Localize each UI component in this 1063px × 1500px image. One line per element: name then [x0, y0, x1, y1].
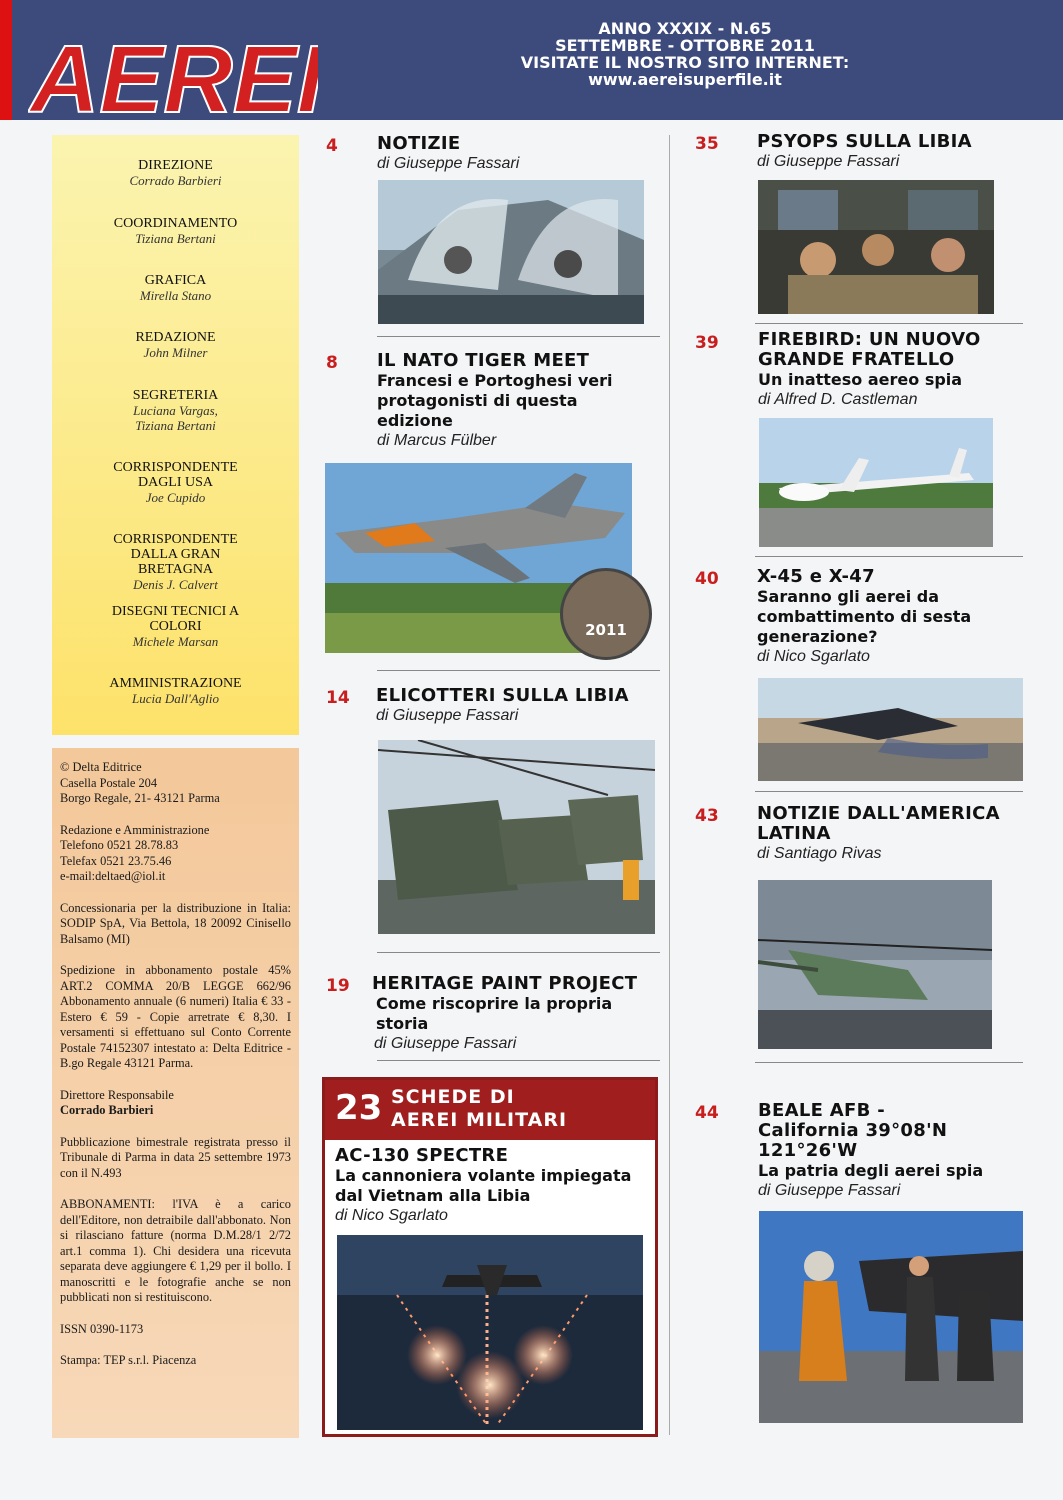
photo-mi17-helicopter — [758, 880, 992, 1049]
divider — [755, 1062, 1023, 1063]
article-subtitle: Saranno gli aerei da combattimento di sesta generazione? — [757, 587, 972, 646]
address-block — [60, 760, 291, 807]
issue-line: ANNO XXXIX - N.65 — [598, 19, 772, 38]
staff-role — [62, 604, 289, 649]
article-title: IL NATO TIGER MEET — [377, 350, 590, 371]
divider — [755, 323, 1023, 324]
staff-role-name: Joe Cupido — [145, 490, 206, 505]
schede-author: di Nico Sgarlato — [335, 1207, 448, 1224]
article-subtitle: La patria degli aerei spia — [758, 1161, 984, 1180]
staff-role-title: SEGRETERIA — [132, 388, 219, 403]
staff-role — [62, 676, 289, 706]
photo-ac130-flares — [337, 1235, 643, 1430]
staff-role — [62, 388, 289, 433]
article-author: di Giuseppe Fassari — [376, 707, 519, 724]
article-author: di Nico Sgarlato — [757, 648, 870, 665]
schede-page-number: 23 — [335, 1088, 383, 1128]
staff-role-title: CORRISPONDENTE DALLA GRAN BRETAGNA — [113, 532, 238, 577]
staff-role-title: DIREZIONE — [138, 158, 213, 173]
article-author: di Giuseppe Fassari — [374, 1035, 517, 1052]
article-psyops[interactable] — [757, 132, 1037, 172]
photo-u2-pilot — [759, 1211, 1023, 1423]
date-line: SETTEMBRE - OTTOBRE 2011 — [555, 36, 815, 55]
staff-role-title: GRAFICA — [144, 273, 207, 288]
article-firebird[interactable] — [758, 330, 1020, 410]
photo-firebird — [759, 418, 993, 547]
divider — [377, 1060, 660, 1061]
schede-header — [325, 1080, 655, 1140]
article-beale-details — [758, 1161, 1023, 1201]
divider — [377, 670, 660, 671]
article-notizie[interactable] — [377, 134, 647, 174]
staff-role-name: Michele Marsan — [132, 634, 219, 649]
page-number: 14 — [326, 688, 350, 708]
article-subtitle: Francesi e Portoghesi veri protagonisti di questa edizione — [377, 371, 613, 430]
article-subtitle: Come riscoprire la propria storia — [376, 994, 613, 1033]
staff-role-name: Tiziana Bertani — [135, 418, 216, 433]
article-x45[interactable] — [757, 567, 1022, 667]
fax: Telefax 0521 23.75.46 — [60, 853, 172, 868]
article-america-latina[interactable] — [757, 804, 1022, 864]
page-number: 39 — [695, 333, 719, 353]
article-title: HERITAGE PAINT PROJECT — [372, 973, 638, 994]
director-label: Direttore Responsabile — [60, 1087, 174, 1102]
staff-role-name: Corrado Barbieri — [129, 173, 222, 188]
photo-x47 — [758, 678, 1023, 781]
staff-role — [62, 158, 289, 188]
address-line: © Delta Editrice — [60, 760, 142, 774]
page-number: 35 — [695, 134, 719, 154]
article-author: di Giuseppe Fassari — [377, 155, 520, 172]
staff-role — [62, 532, 289, 592]
printer: Stampa: TEP s.r.l. Piacenza — [60, 1353, 197, 1367]
staff-role — [62, 216, 289, 246]
badge-year: 2011 — [585, 621, 627, 639]
issn: ISSN 0390-1173 — [60, 1321, 144, 1336]
article-author: di Giuseppe Fassari — [758, 1182, 901, 1199]
issue-info — [470, 20, 900, 88]
column-divider — [669, 135, 670, 1435]
article-beale[interactable] — [758, 1101, 963, 1161]
page-number: 8 — [326, 353, 338, 373]
staff-role-name: Tiziana Bertani — [135, 231, 216, 246]
schede-title-line: AEREI MILITARI — [391, 1109, 568, 1131]
staff-role-title: REDAZIONE — [135, 330, 216, 345]
staff-role-title: AMMINISTRAZIONE — [109, 676, 242, 691]
article-title: NOTIZIE — [377, 133, 461, 154]
article-title: PSYOPS SULLA LIBIA — [757, 131, 972, 152]
schede-article-title: AC-130 SPECTRE — [335, 1145, 509, 1166]
article-heritage[interactable] — [372, 974, 662, 1054]
contacts-heading: Redazione e Amministrazione — [60, 822, 210, 837]
publisher-box — [52, 748, 299, 1438]
staff-role — [62, 330, 289, 360]
staff-role — [62, 273, 289, 303]
divider — [377, 952, 660, 953]
photo-helicopters — [378, 740, 655, 934]
masthead — [0, 0, 1063, 120]
email[interactable]: e-mail:deltaed@iol.it — [60, 869, 166, 883]
page-number: 43 — [695, 806, 719, 826]
staff-role-name: Denis J. Calvert — [133, 577, 218, 592]
article-subtitle: Un inatteso aereo spia — [758, 370, 963, 389]
staff-role-title: CORRISPONDENTE DAGLI USA — [113, 460, 238, 490]
article-title: BEALE AFB - California 39°08'N 121°26'W — [758, 1100, 948, 1161]
page-number: 40 — [695, 569, 719, 589]
page-number: 4 — [326, 136, 338, 156]
divider — [755, 556, 1023, 557]
staff-role — [62, 460, 289, 505]
staff-role-name: Lucia Dall'Aglio — [132, 691, 219, 706]
page-number: 44 — [695, 1103, 719, 1123]
logo-text: AEREI — [30, 26, 318, 118]
article-author: di Marcus Fülber — [377, 432, 497, 449]
website-link[interactable]: www.aereisuperfile.it — [588, 70, 782, 89]
director-block — [60, 1088, 291, 1119]
contacts-block — [60, 823, 291, 885]
staff-box — [52, 135, 299, 735]
article-tiger-meet[interactable] — [377, 351, 657, 451]
schede-box[interactable] — [322, 1077, 658, 1437]
article-title: ELICOTTERI SULLA LIBIA — [376, 685, 629, 706]
schede-title — [391, 1086, 567, 1132]
staff-role-title: DISEGNI TECNICI A COLORI — [111, 604, 240, 634]
page-number: 19 — [326, 976, 350, 996]
article-elicotteri[interactable] — [376, 686, 666, 726]
staff-role-name: John Milner — [143, 345, 208, 360]
article-author: di Alfred D. Castleman — [758, 391, 918, 408]
tiger-meet-badge — [560, 568, 652, 660]
masthead-red-edge — [0, 0, 12, 120]
article-author: di Giuseppe Fassari — [757, 153, 900, 170]
registration-text: Pubblicazione bimestrale registrata presso il Tribunale di Parma in data 25 settembre 1973 con il N.493 — [60, 1134, 291, 1180]
article-title: X-45 e X-47 — [757, 566, 875, 587]
staff-role-title: COORDINAMENTO — [113, 216, 238, 231]
article-title: FIREBIRD: UN NUOVO GRANDE FRATELLO — [758, 329, 981, 370]
subscriptions-note: ABBONAMENTI: l'IVA è a carico dell'Editore, non detraibile dall'abbonato. Non si rilasciano fatture (norma D.M.28/1 2/72 art.1 comma 1). Chi desidera una ricevuta separata deve aggiungere € 1,29 per il bollo. I manoscritti e le fotografie anche se non pubblicati non si restituiscono. — [60, 1197, 291, 1304]
phone: Telefono 0521 28.78.83 — [60, 838, 179, 852]
article-title: NOTIZIE DALL'AMERICA LATINA — [757, 803, 1000, 844]
aerei-logo — [28, 14, 318, 118]
director-name: Corrado Barbieri — [60, 1103, 154, 1117]
visit-line: VISITATE IL NOSTRO SITO INTERNET: — [520, 53, 850, 72]
article-author: di Santiago Rivas — [757, 845, 882, 862]
schede-title-line: SCHEDE DI — [391, 1086, 515, 1108]
staff-role-name: Mirella Stano — [139, 288, 212, 303]
divider — [755, 791, 1023, 792]
photo-psyops-crew — [758, 180, 994, 314]
photo-cockpit — [378, 180, 644, 324]
staff-role-name: Luciana Vargas, — [133, 403, 218, 418]
divider — [377, 336, 660, 337]
distribution-text: Concessionaria per la distribuzione in Italia: SODIP SpA, Via Bettola, 18 20092 Cinisello Balsamo (MI) — [60, 900, 291, 946]
address-line: Casella Postale 204 — [60, 775, 158, 790]
subscription-text: Spedizione in abbonamento postale 45% ART.2 COMMA 20/B LEGGE 662/96 Abbonamento annuale (6 numeri) Italia € 33 - Estero € 59 - Copie arretrate € 8,30. I versamenti si effettuano sul Conto Corrente Postale 74152307 intestato a: Delta Editrice - B.go Regale 43121 Parma. — [60, 963, 291, 1070]
schede-subtitle: La cannoniera volante impiegata dal Vietnam alla Libia — [335, 1166, 632, 1205]
address-line: Borgo Regale, 21- 43121 Parma — [60, 791, 220, 805]
